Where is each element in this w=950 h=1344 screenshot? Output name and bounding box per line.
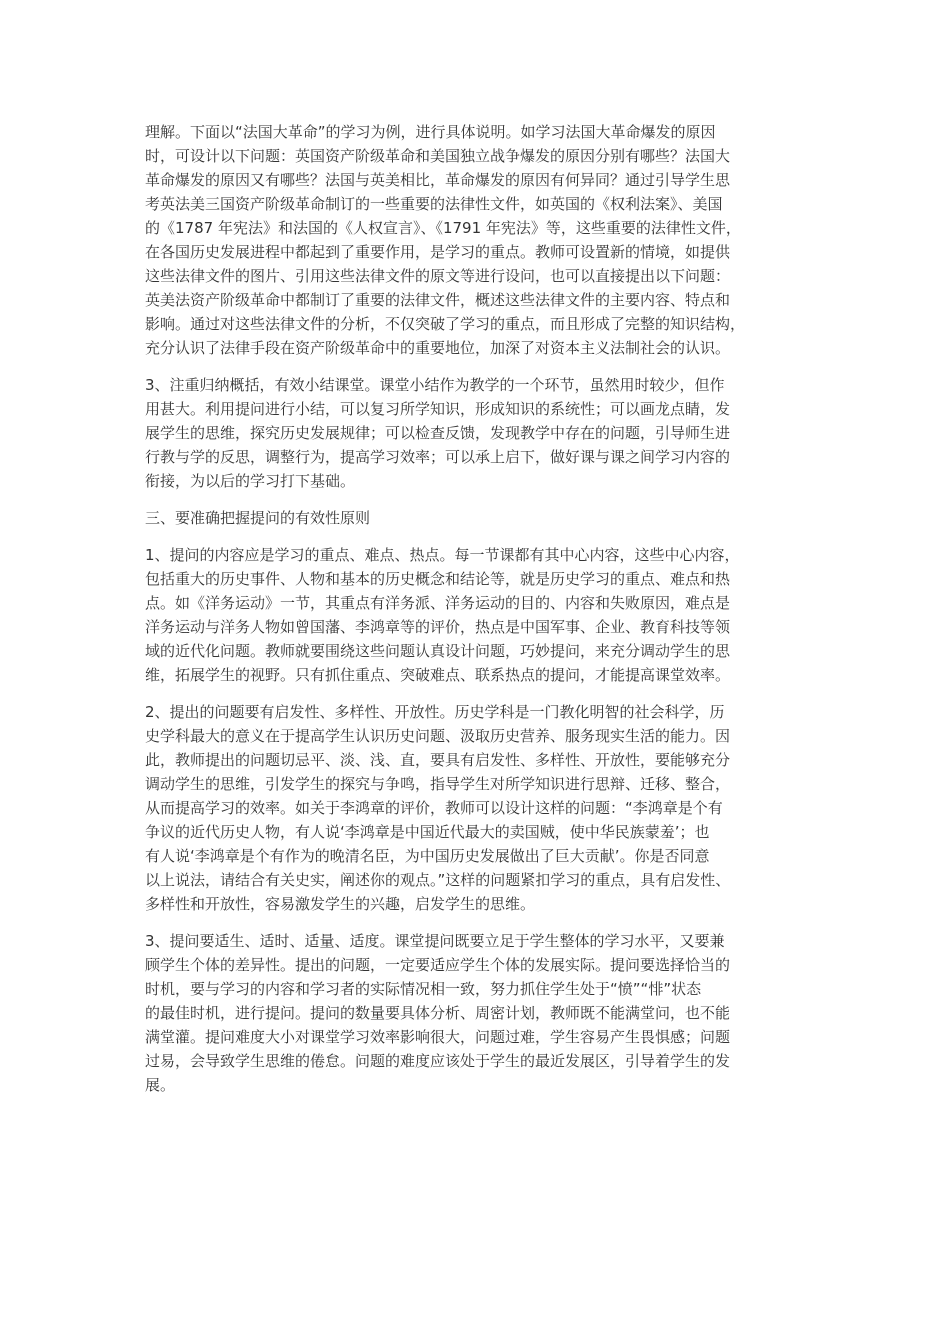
text-line: 过易，会导致学生思维的倦怠。问题的难度应该处于学生的最近发展区，引导着学生的发 — [145, 1052, 731, 1070]
text-line: 的最佳时机，进行提问。提问的数量要具体分析、周密计划，教师既不能满堂问，也不能 — [145, 1004, 731, 1022]
text-line: 从而提高学习的效率。如关于李鸿章的评价，教师可以设计这样的问题：“李鸿章是个有 — [145, 799, 723, 817]
text-line: 调动学生的思维，引发学生的探究与争鸣，指导学生对所学知识进行思辩、迁移、整合， — [145, 775, 731, 793]
paragraph-principle-2 — [145, 700, 815, 916]
paragraph-principle-1 — [145, 543, 815, 687]
text-line: 域的近代化问题。教师就要围绕这些问题认真设计问题，巧妙提问，来充分调动学生的思 — [145, 642, 731, 660]
text-line: 3、提问要适生、适时、适量、适度。课堂提问既要立足于学生整体的学习水平，又要兼 — [145, 932, 725, 950]
text-line: 3、注重归纳概括，有效小结课堂。课堂小结作为教学的一个环节，虽然用时较少，但作 — [145, 376, 725, 394]
heading-text: 三、要准确把握提问的有效性原则 — [145, 509, 371, 527]
text-line: 1、提问的内容应是学习的重点、难点、热点。每一节课都有其中心内容，这些中心内容， — [145, 546, 740, 564]
text-line: 时，可设计以下问题：英国资产阶级革命和美国独立战争爆发的原因分别有哪些？法国大 — [145, 147, 731, 165]
text-line: 史学科最大的意义在于提高学生认识历史问题、汲取历史营养、服务现实生活的能力。因 — [145, 727, 731, 745]
text-line: 争议的近代历史人物，有人说‘李鸿章是中国近代最大的卖国贼，使中华民族蒙羞’；也 — [145, 823, 710, 841]
text-line: 行教与学的反思，调整行为，提高学习效率；可以承上启下，做好课与课之间学习内容的 — [145, 448, 731, 466]
document-page — [145, 120, 815, 1110]
text-line: 2、提出的问题要有启发性、多样性、开放性。历史学科是一门教化明智的社会科学，历 — [145, 703, 725, 721]
paragraph-principle-3 — [145, 929, 815, 1097]
text-line: 理解。下面以“法国大革命”的学习为例，进行具体说明。如学习法国大革命爆发的原因 — [145, 123, 716, 141]
text-line: 包括重大的历史事件、人物和基本的历史概念和结论等，就是历史学习的重点、难点和热 — [145, 570, 731, 588]
text-line: 衔接，为以后的学习打下基础。 — [145, 472, 356, 490]
text-line: 多样性和开放性，容易激发学生的兴趣，启发学生的思维。 — [145, 895, 536, 913]
paragraph-french-revolution — [145, 120, 815, 360]
text-line: 满堂灌。提问难度大小对课堂学习效率影响很大，问题过难，学生容易产生畏惧感；问题 — [145, 1028, 731, 1046]
text-line: 展。 — [145, 1076, 176, 1094]
text-line: 这些法律文件的图片、引用这些法律文件的原文等进行设问，也可以直接提出以下问题： — [145, 267, 731, 285]
text-line: 充分认识了法律手段在资产阶级革命中的重要地位，加深了对资本主义法制社会的认识。 — [145, 339, 731, 357]
text-line: 展学生的思维，探究历史发展规律；可以检查反馈，发现教学中存在的问题，引导师生进 — [145, 424, 731, 442]
text-line: 考英法美三国资产阶级革命制订的一些重要的法律性文件，如英国的《权利法案》、美国 — [145, 195, 723, 213]
text-line: 有人说‘李鸿章是个有作为的晚清名臣，为中国历史发展做出了巨大贡献’。你是否同意 — [145, 847, 710, 865]
text-line: 的《1787 年宪法》和法国的《人权宣言》、《1791 年宪法》等，这些重要的法律性文件， — [145, 219, 741, 237]
text-line: 维，拓展学生的视野。只有抓住重点、突破难点、联系热点的提问，才能提高课堂效率。 — [145, 666, 731, 684]
text-line: 用甚大。利用提问进行小结，可以复习所学知识，形成知识的系统性；可以画龙点睛，发 — [145, 400, 731, 418]
paragraph-summary — [145, 373, 815, 493]
section-heading — [145, 506, 815, 530]
text-line: 在各国历史发展进程中都起到了重要作用，是学习的重点。教师可设置新的情境，如提供 — [145, 243, 731, 261]
text-line: 影响。通过对这些法律文件的分析，不仅突破了学习的重点，而且形成了完整的知识结构， — [145, 315, 746, 333]
text-line: 此，教师提出的问题切忌平、淡、浅、直，要具有启发性、多样性、开放性，要能够充分 — [145, 751, 731, 769]
text-line: 英美法资产阶级革命中都制订了重要的法律文件，概述这些法律文件的主要内容、特点和 — [145, 291, 731, 309]
text-line: 时机，要与学习的内容和学习者的实际情况相一致，努力抓住学生处于“愤”“悱”状态 — [145, 980, 702, 998]
text-line: 革命爆发的原因又有哪些？法国与英美相比，革命爆发的原因有何异同？通过引导学生思 — [145, 171, 731, 189]
text-line: 洋务运动与洋务人物如曾国藩、李鸿章等的评价，热点是中国军事、企业、教育科技等领 — [145, 618, 731, 636]
text-line: 顾学生个体的差异性。提出的问题，一定要适应学生个体的发展实际。提问要选择恰当的 — [145, 956, 731, 974]
text-line: 以上说法，请结合有关史实，阐述你的观点。”这样的问题紧扣学习的重点，具有启发性、 — [145, 871, 731, 889]
text-line: 点。如《洋务运动》一节，其重点有洋务派、洋务运动的目的、内容和失败原因，难点是 — [145, 594, 731, 612]
